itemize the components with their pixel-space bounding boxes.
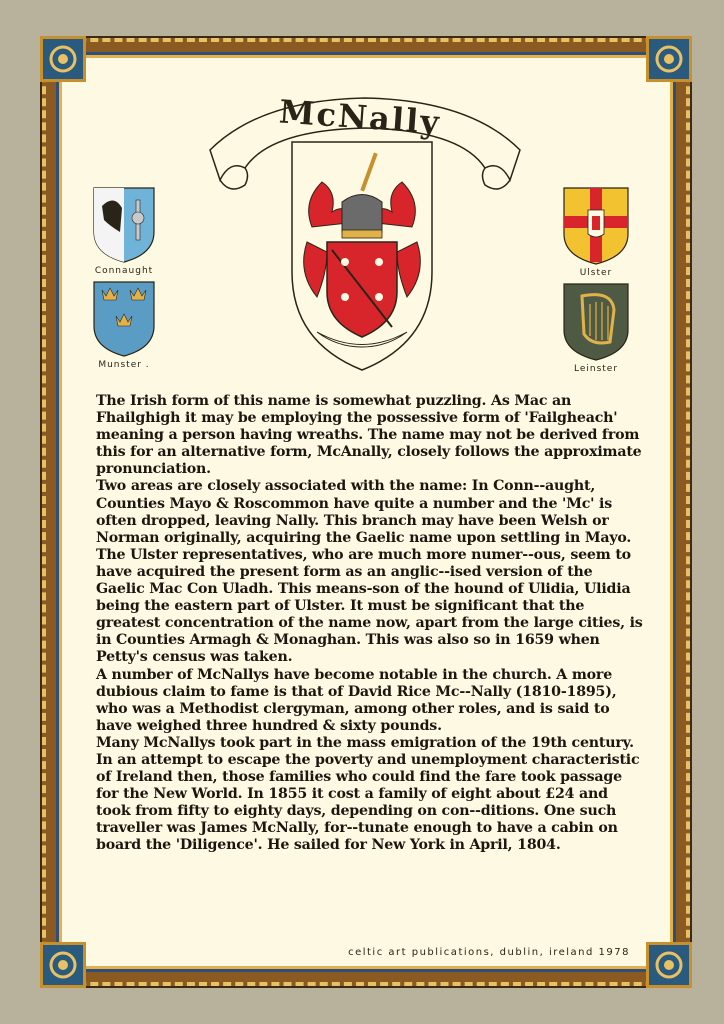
history-paragraph: The Irish form of this name is somewhat puzzling. As Mac an Fhailghigh it may be employing the possessive form of 'Failgheach' meaning a person having wreaths. The name may not be derived from this for an alternative form, McAnally, closely follows the approximate pronunciation. [96,393,642,478]
province-ulster [560,186,632,278]
connacht-shield-icon [92,186,156,264]
publisher-footer: celtic art publications, dublin, ireland 1978 [348,947,630,958]
munster-shield-icon [92,280,156,358]
history-paragraph: The Ulster representatives, who are much more numer--ous, seem to have acquired the present form as an anglic--ised version of the Gaelic Mac Con Uladh. This means-son of the hound of Ulidia, Ulidia being the eastern part of Ulster. It must be significant that the greatest concentration of the name now, apart from the large cities, is in Counties Armagh & Monaghan. This was also so in 1659 when Petty's census was taken. [96,546,643,666]
province-label: Munster . [98,360,150,370]
province-leinster [560,282,632,374]
family-history-text [96,393,644,855]
province-label: Leinster [573,364,619,374]
province-label: Connaught [94,266,154,276]
celtic-knot-corner-icon [40,942,86,988]
leinster-harp-shield-icon [562,282,630,362]
celtic-knot-corner-icon [646,942,692,988]
province-label: Ulster [579,268,613,278]
province-connacht [88,186,160,276]
history-paragraph: A number of McNallys have become notable in the church. A more dubious claim to fame is that of David Rice Mc--Nally (1810-1895), who was a Methodist clergyman, among other roles, and is said to have weighed three hundred & sixty pounds. [96,666,617,734]
ulster-shield-icon [562,186,630,266]
history-paragraph: Two areas are closely associated with the name: In Conn--aught, Counties Mayo & Roscommon have quite a number and the 'Mc' is often dropped, leaving Nally. This branch may have been Welsh or Norman originally, acquiring the Gaelic name upon settling in Mayo. [96,478,632,546]
family-surname-title: McNally [277,92,443,142]
celtic-knot-corner-icon [646,36,692,82]
province-munster [88,280,160,370]
history-paragraph: Many McNallys took part in the mass emigration of the 19th century. In an attempt to escape the poverty and unemployment characteristic of Ireland then, those families who could find the fare took passage for the New World. In 1855 it cost a family of eight about £24 and took from fifty to eighty days, depending on con--ditions. One such traveller was James McNally, for--tunate enough to have a cabin on board the 'Diligence'. He sailed for New York in April, 1804. [96,734,640,854]
celtic-knot-corner-icon [40,36,86,82]
family-coat-of-arms-icon [287,132,437,372]
